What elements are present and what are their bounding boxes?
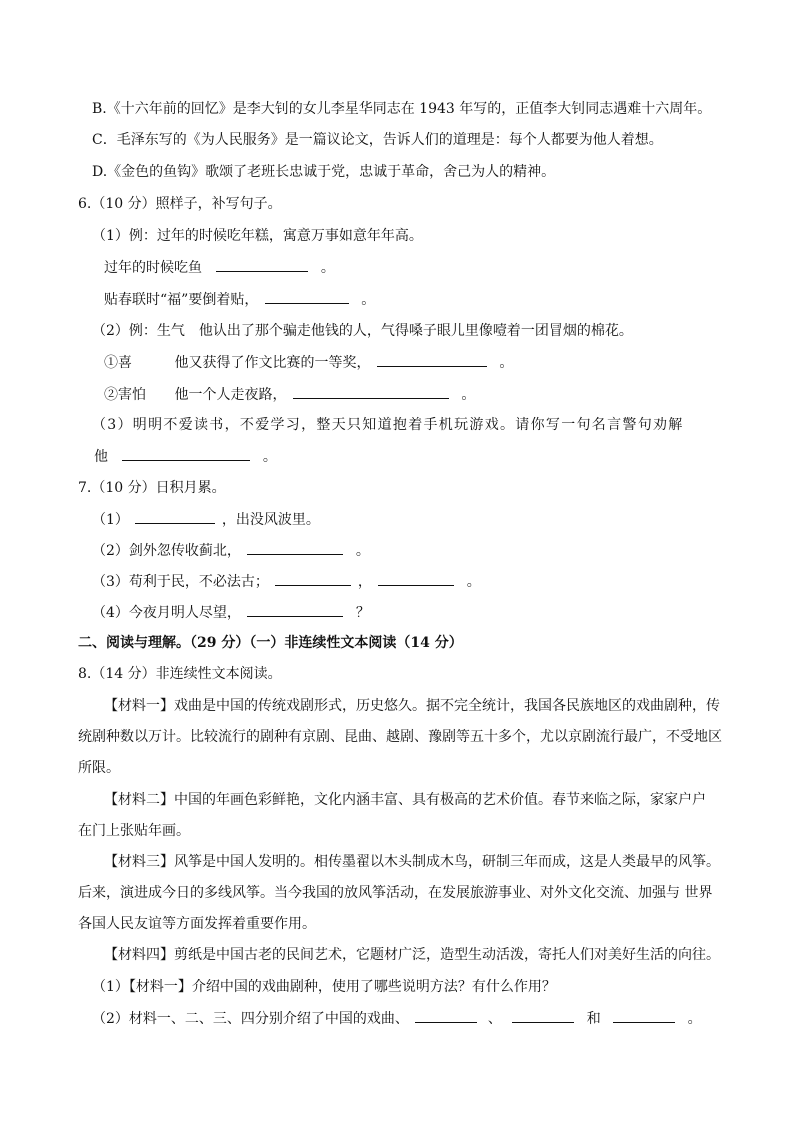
q7-1: （1） ，出没风波里。 — [92, 509, 320, 529]
answer-blank[interactable] — [613, 1008, 675, 1023]
material-1-line-3: 所限。 — [78, 760, 120, 776]
q6-2-example: （2）例：生气 他认出了那个骗走他钱的人，气得嗓子眼儿里像噎着一团冒烟的棉花。 — [92, 323, 633, 339]
q6-1-item-b: 贴春联时“福”要倒着贴， 。 — [104, 289, 375, 309]
answer-blank[interactable] — [378, 571, 454, 586]
material-3-line-2: 后来，演进成今日的多线风筝。当今我国的放风筝活动，在发展旅游事业、对外文化交流、加强与 世界 — [78, 885, 713, 901]
answer-blank[interactable] — [135, 509, 215, 524]
q8-2: （2）材料一、二、三、四分别介绍了中国的戏曲、 、 和 。 — [92, 1008, 702, 1028]
q6-3-answer-line: 他 。 — [94, 446, 277, 466]
answer-blank[interactable] — [377, 352, 487, 367]
q6-1-example: （1）例：过年的时候吃年糕，寓意万事如意年年高。 — [92, 228, 423, 244]
answer-blank[interactable] — [122, 446, 250, 461]
q6-2-item-b: ②害怕 他一个人走夜路， 。 — [104, 384, 475, 404]
material-3-line-1: 【材料三】风筝是中国人发明的。相传墨翟以木头制成木鸟，研制三年而成，这是人类最早的风筝。 — [104, 854, 720, 870]
option-c: C．毛泽东写的《为人民服务》是一篇议论文，告诉人们的道理是：每个人都要为他人着想。 — [92, 132, 663, 148]
q6-2-item-a: ①喜 他又获得了作文比赛的一等奖， 。 — [104, 352, 513, 372]
material-1-line-2: 统剧种数以万计。比较流行的剧种有京剧、昆曲、越剧、豫剧等五十多个，尤以京剧流行最广，不受地区 — [78, 729, 722, 745]
answer-blank[interactable] — [512, 1008, 574, 1023]
answer-blank[interactable] — [415, 1008, 477, 1023]
q6-1-item-a: 过年的时候吃鱼 。 — [104, 257, 335, 277]
material-2-line-2: 在门上张贴年画。 — [78, 823, 190, 839]
question-7-heading: 7.（10 分）日积月累。 — [78, 480, 226, 496]
material-4-line-1: 【材料四】剪纸是中国古老的民间艺术，它题材广泛，造型生动活泼，寄托人们对美好生活的向往。 — [104, 947, 720, 963]
q6-3-prompt: （3）明明不爱读书，不爱学习，整天只知道抱着手机玩游戏。请你写一句名言警句劝解 — [92, 417, 684, 433]
q7-3: （3）苟利于民，不必法古； ， 。 — [92, 571, 481, 591]
answer-blank[interactable] — [265, 289, 349, 304]
q7-4: （4）今夜月明人尽望， ？ — [92, 602, 370, 622]
question-6-heading: 6.（10 分）照样子，补写句子。 — [78, 196, 282, 212]
section-2-heading: 二、阅读与理解。（29 分）（一）非连续性文本阅读（14 分） — [78, 635, 463, 651]
answer-blank[interactable] — [247, 540, 343, 555]
answer-blank[interactable] — [293, 384, 449, 399]
answer-blank[interactable] — [275, 571, 351, 586]
option-b: B.《十六年前的回忆》是李大钊的女儿李星华同志在 1943 年写的，正值李大钊同志遇难十六周年。 — [92, 101, 712, 117]
answer-blank[interactable] — [216, 257, 308, 272]
material-2-line-1: 【材料二】中国的年画色彩鲜艳，文化内涵丰富、具有极高的艺术价值。春节来临之际，家家户户 — [104, 792, 706, 808]
q7-2: （2）剑外忽传收蓟北， 。 — [92, 540, 370, 560]
answer-blank[interactable] — [247, 602, 343, 617]
material-3-line-3: 各国人民友谊等方面发挥着重要作用。 — [78, 916, 316, 932]
q8-1: （1）【材料一】介绍中国的戏曲剧种，使用了哪些说明方法？有什么作用？ — [92, 979, 556, 995]
option-d: D.《金色的鱼钩》歌颂了老班长忠诚于党，忠诚于革命，舍己为人的精神。 — [92, 164, 556, 180]
material-1-line-1: 【材料一】戏曲是中国的传统戏剧形式，历史悠久。据不完全统计，我国各民族地区的戏曲剧种，传 — [104, 698, 720, 714]
question-8-heading: 8.（14 分）非连续性文本阅读。 — [78, 666, 282, 682]
